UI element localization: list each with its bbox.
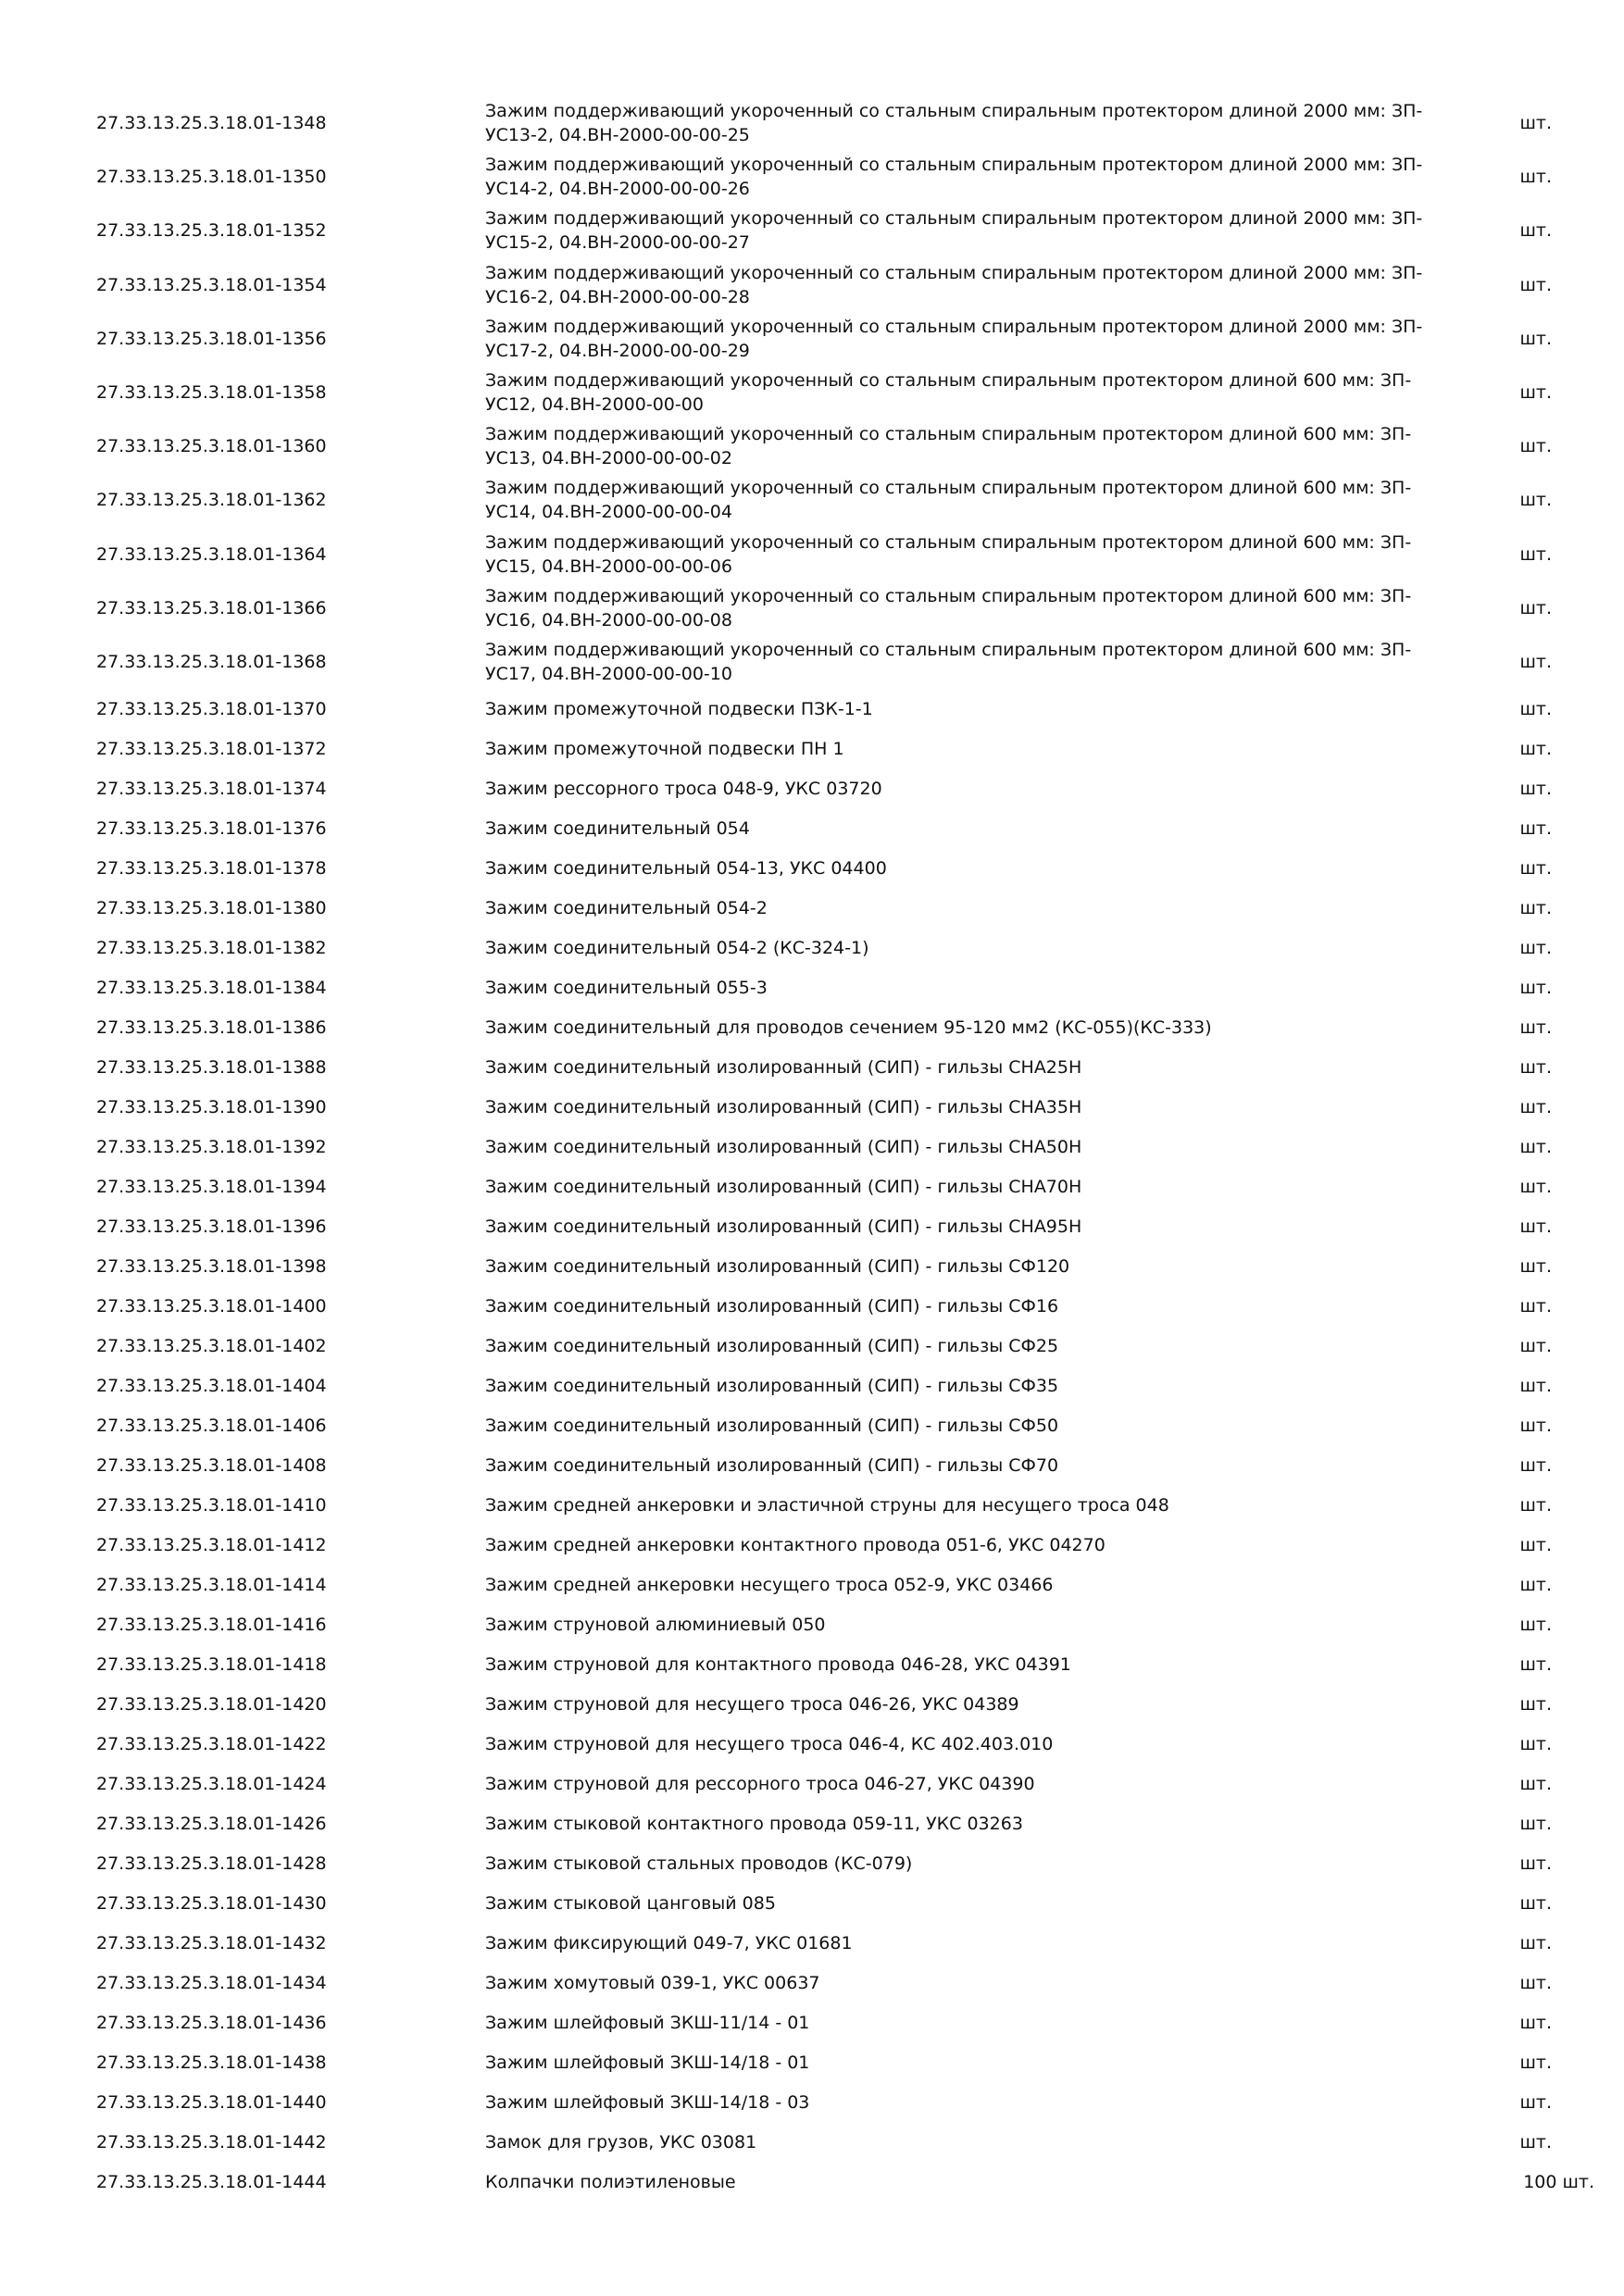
item-name: Зажим струновой алюминиевый 050 — [485, 1614, 826, 1635]
item-name: Зажим поддерживающий укороченный со стальным спиральным протектором длиной 2000 мм: ЗП-УС14-2, 04.ВН-2000-00-00-26 — [485, 155, 1423, 200]
item-code: 27.33.13.25.3.18.01-1432 — [96, 1932, 327, 1953]
table-row — [96, 2082, 1596, 2122]
item-unit: шт. — [1519, 1255, 1552, 1277]
item-code: 27.33.13.25.3.18.01-1404 — [96, 1375, 327, 1396]
item-unit: шт. — [1519, 977, 1552, 998]
table-row — [96, 689, 1596, 729]
item-code: 27.33.13.25.3.18.01-1388 — [96, 1056, 327, 1078]
table-row — [96, 528, 1596, 581]
item-unit: шт. — [1519, 1375, 1552, 1396]
table-row — [96, 1047, 1596, 1087]
item-name: Зажим средней анкеровки несущего троса 052-9, УКС 03466 — [485, 1574, 1054, 1595]
item-name: Зажим соединительный 054-2 — [485, 897, 768, 918]
item-code: 27.33.13.25.3.18.01-1384 — [96, 977, 327, 998]
item-unit: шт. — [1519, 1733, 1552, 1754]
table-row — [96, 1445, 1596, 1485]
table-row — [96, 1007, 1596, 1047]
item-code: 27.33.13.25.3.18.01-1426 — [96, 1813, 327, 1834]
table-row — [96, 2003, 1596, 2042]
table-row — [96, 888, 1596, 928]
item-unit: шт. — [1519, 738, 1552, 759]
table-row — [96, 1485, 1596, 1525]
item-unit: шт. — [1519, 1773, 1552, 1794]
item-code: 27.33.13.25.3.18.01-1400 — [96, 1295, 327, 1316]
item-unit: шт. — [1519, 113, 1552, 134]
item-name: Зажим соединительный изолированный (СИП) - гильзы CHA35H — [485, 1096, 1082, 1117]
item-code: 27.33.13.25.3.18.01-1362 — [96, 490, 327, 511]
item-name: Зажим струновой для несущего троса 046-4, КС 402.403.010 — [485, 1733, 1054, 1754]
item-unit: шт. — [1519, 698, 1552, 719]
item-code: 27.33.13.25.3.18.01-1378 — [96, 857, 327, 879]
table-row — [96, 204, 1596, 257]
item-code: 27.33.13.25.3.18.01-1434 — [96, 1972, 327, 1993]
item-code: 27.33.13.25.3.18.01-1372 — [96, 738, 327, 759]
table-row — [96, 581, 1596, 635]
item-name: Зажим шлейфовый ЗКШ-14/18 - 03 — [485, 2091, 810, 2113]
item-code: 27.33.13.25.3.18.01-1360 — [96, 436, 327, 457]
item-unit: шт. — [1519, 651, 1552, 672]
item-name: Зажим струновой для рессорного троса 046-27, УКС 04390 — [485, 1773, 1035, 1794]
item-unit: шт. — [1519, 1056, 1552, 1078]
table-row — [96, 312, 1596, 366]
item-unit: шт. — [1519, 1494, 1552, 1516]
item-code: 27.33.13.25.3.18.01-1416 — [96, 1614, 327, 1635]
item-unit: шт. — [1519, 1216, 1552, 1237]
item-unit: шт. — [1519, 220, 1552, 242]
item-name: Зажим соединительный 054 — [485, 817, 750, 839]
table-row — [96, 473, 1596, 527]
item-code: 27.33.13.25.3.18.01-1422 — [96, 1733, 327, 1754]
item-name: Зажим шлейфовый ЗКШ-14/18 - 01 — [485, 2052, 810, 2073]
item-code: 27.33.13.25.3.18.01-1348 — [96, 113, 327, 134]
item-name: Зажим поддерживающий укороченный со стальным спиральным протектором длиной 600 мм: ЗП-УС16, 04.ВН-2000-00-00-08 — [485, 585, 1412, 630]
table-row — [96, 1724, 1596, 1764]
item-code: 27.33.13.25.3.18.01-1364 — [96, 543, 327, 565]
table-row — [96, 1087, 1596, 1127]
item-name: Зажим струновой для несущего троса 046-26, УКС 04389 — [485, 1693, 1019, 1715]
item-name: Зажим фиксирующий 049-7, УКС 01681 — [485, 1932, 853, 1953]
table-row — [96, 1604, 1596, 1644]
item-unit: шт. — [1519, 778, 1552, 799]
item-code: 27.33.13.25.3.18.01-1418 — [96, 1653, 327, 1675]
item-unit: шт. — [1519, 1932, 1552, 1953]
item-code: 27.33.13.25.3.18.01-1358 — [96, 382, 327, 404]
item-unit: шт. — [1519, 1693, 1552, 1715]
item-unit: шт. — [1519, 328, 1552, 349]
table-row — [96, 2042, 1596, 2082]
item-name: Зажим промежуточной подвески ПН 1 — [485, 738, 844, 759]
item-unit: шт. — [1519, 1295, 1552, 1316]
item-name: Зажим струновой для контактного провода 046-28, УКС 04391 — [485, 1653, 1071, 1675]
item-code: 27.33.13.25.3.18.01-1442 — [96, 2131, 327, 2152]
table-row — [96, 1206, 1596, 1246]
item-unit: шт. — [1519, 1972, 1552, 1993]
item-unit: шт. — [1519, 1017, 1552, 1038]
item-name: Зажим поддерживающий укороченный со стальным спиральным протектором длиной 600 мм: ЗП-УС17, 04.ВН-2000-00-00-10 — [485, 639, 1412, 684]
item-code: 27.33.13.25.3.18.01-1402 — [96, 1335, 327, 1356]
item-code: 27.33.13.25.3.18.01-1350 — [96, 167, 327, 188]
item-code: 27.33.13.25.3.18.01-1366 — [96, 597, 327, 618]
item-unit: шт. — [1519, 2091, 1552, 2113]
item-code: 27.33.13.25.3.18.01-1408 — [96, 1454, 327, 1476]
item-code: 27.33.13.25.3.18.01-1352 — [96, 220, 327, 242]
item-name: Зажим стыковой стальных проводов (КС-079) — [485, 1853, 913, 1874]
catalog-table — [96, 96, 1596, 2202]
item-name: Зажим поддерживающий укороченный со стальным спиральным протектором длиной 600 мм: ЗП-УС13, 04.ВН-2000-00-00-02 — [485, 424, 1412, 469]
item-unit: шт. — [1519, 1574, 1552, 1595]
item-name: Зажим соединительный изолированный (СИП) - гильзы CHA25H — [485, 1056, 1082, 1078]
item-code: 27.33.13.25.3.18.01-1356 — [96, 328, 327, 349]
item-name: Зажим поддерживающий укороченный со стальным спиральным протектором длиной 2000 мм: ЗП-УС15-2, 04.ВН-2000-00-00-27 — [485, 208, 1423, 254]
item-code: 27.33.13.25.3.18.01-1368 — [96, 651, 327, 672]
table-row — [96, 1923, 1596, 1963]
item-name: Зажим стыковой цанговый 085 — [485, 1892, 776, 1914]
item-name: Зажим соединительный изолированный (СИП) - гильзы CHA95H — [485, 1216, 1082, 1237]
item-unit: шт. — [1519, 1534, 1552, 1555]
table-row — [96, 1525, 1596, 1565]
table-row — [96, 150, 1596, 204]
item-unit: шт. — [1519, 490, 1552, 511]
item-code: 27.33.13.25.3.18.01-1390 — [96, 1096, 327, 1117]
table-row — [96, 1167, 1596, 1206]
table-row — [96, 967, 1596, 1007]
item-name: Зажим шлейфовый ЗКШ-11/14 - 01 — [485, 2012, 810, 2033]
item-name: Зажим соединительный изолированный (СИП) - гильзы СФ16 — [485, 1295, 1059, 1316]
item-code: 27.33.13.25.3.18.01-1386 — [96, 1017, 327, 1038]
item-code: 27.33.13.25.3.18.01-1396 — [96, 1216, 327, 1237]
item-name: Зажим соединительный изолированный (СИП) - гильзы СФ70 — [485, 1454, 1059, 1476]
item-code: 27.33.13.25.3.18.01-1444 — [96, 2171, 327, 2192]
table-row — [96, 1684, 1596, 1724]
table-row — [96, 1326, 1596, 1366]
item-code: 27.33.13.25.3.18.01-1428 — [96, 1853, 327, 1874]
item-name: Зажим соединительный изолированный (СИП) - гильзы CHA70H — [485, 1176, 1082, 1197]
table-row — [96, 768, 1596, 808]
table-row — [96, 729, 1596, 768]
item-name: Зажим соединительный 055-3 — [485, 977, 768, 998]
item-code: 27.33.13.25.3.18.01-1374 — [96, 778, 327, 799]
item-unit: шт. — [1519, 2012, 1552, 2033]
table-row — [96, 1883, 1596, 1923]
item-unit: шт. — [1519, 436, 1552, 457]
item-code: 27.33.13.25.3.18.01-1382 — [96, 937, 327, 958]
table-row — [96, 2122, 1596, 2162]
table-row — [96, 1843, 1596, 1883]
item-code: 27.33.13.25.3.18.01-1398 — [96, 1255, 327, 1277]
item-name: Зажим поддерживающий укороченный со стальным спиральным протектором длиной 2000 мм: ЗП-УС17-2, 04.ВН-2000-00-00-29 — [485, 316, 1423, 361]
table-row — [96, 1286, 1596, 1326]
item-code: 27.33.13.25.3.18.01-1410 — [96, 1494, 327, 1516]
table-row — [96, 1764, 1596, 1803]
table-row — [96, 1644, 1596, 1684]
item-code: 27.33.13.25.3.18.01-1436 — [96, 2012, 327, 2033]
item-unit: шт. — [1519, 543, 1552, 565]
table-row — [96, 1803, 1596, 1843]
item-code: 27.33.13.25.3.18.01-1430 — [96, 1892, 327, 1914]
table-row — [96, 928, 1596, 967]
table-row — [96, 1963, 1596, 2003]
item-unit: шт. — [1519, 1176, 1552, 1197]
item-name: Зажим соединительный изолированный (СИП) - гильзы CHA50H — [485, 1136, 1082, 1157]
item-name: Зажим соединительный изолированный (СИП) - гильзы СФ35 — [485, 1375, 1059, 1396]
item-name: Зажим поддерживающий укороченный со стальным спиральным протектором длиной 2000 мм: ЗП-УС16-2, 04.ВН-2000-00-00-28 — [485, 262, 1423, 307]
item-name: Зажим хомутовый 039-1, УКС 00637 — [485, 1972, 820, 1993]
item-unit: шт. — [1519, 1096, 1552, 1117]
item-unit: шт. — [1519, 897, 1552, 918]
item-unit: шт. — [1519, 1813, 1552, 1834]
item-name: Зажим соединительный изолированный (СИП) - гильзы СФ25 — [485, 1335, 1059, 1356]
item-unit: шт. — [1519, 857, 1552, 879]
item-code: 27.33.13.25.3.18.01-1438 — [96, 2052, 327, 2073]
item-unit: шт. — [1519, 2131, 1552, 2152]
table-row — [96, 1405, 1596, 1445]
item-name: Зажим соединительный для проводов сечением 95-120 мм2 (КС-055)(КС-333) — [485, 1017, 1212, 1038]
item-unit: шт. — [1519, 1653, 1552, 1675]
item-name: Зажим поддерживающий укороченный со стальным спиральным протектором длиной 600 мм: ЗП-УС12, 04.ВН-2000-00-00 — [485, 370, 1412, 416]
item-unit: шт. — [1519, 2052, 1552, 2073]
table-row — [96, 1366, 1596, 1405]
item-unit: шт. — [1519, 1136, 1552, 1157]
item-name: Зажим средней анкеровки и эластичной струны для несущего троса 048 — [485, 1494, 1169, 1516]
item-code: 27.33.13.25.3.18.01-1420 — [96, 1693, 327, 1715]
item-name: Зажим рессорного троса 048-9, УКС 03720 — [485, 778, 882, 799]
table-row — [96, 808, 1596, 848]
table-row — [96, 848, 1596, 888]
item-unit: шт. — [1519, 382, 1552, 404]
item-name: Зажим соединительный изолированный (СИП) - гильзы СФ50 — [485, 1415, 1059, 1436]
table-row — [96, 2162, 1596, 2202]
item-code: 27.33.13.25.3.18.01-1412 — [96, 1534, 327, 1555]
table-row — [96, 1246, 1596, 1286]
item-unit: шт. — [1519, 1415, 1552, 1436]
table-row — [96, 258, 1596, 312]
item-name: Зажим поддерживающий укороченный со стальным спиральным протектором длиной 2000 мм: ЗП-УС13-2, 04.ВН-2000-00-00-25 — [485, 101, 1423, 146]
item-name: Зажим соединительный 054-13, УКС 04400 — [485, 857, 887, 879]
item-unit: шт. — [1519, 1614, 1552, 1635]
item-unit: шт. — [1519, 597, 1552, 618]
item-name: Зажим промежуточной подвески ПЗК-1-1 — [485, 698, 873, 719]
item-name: Зажим поддерживающий укороченный со стальным спиральным протектором длиной 600 мм: ЗП-УС15, 04.ВН-2000-00-00-06 — [485, 531, 1412, 577]
item-name: Зажим стыковой контактного провода 059-11, УКС 03263 — [485, 1813, 1023, 1834]
item-code: 27.33.13.25.3.18.01-1424 — [96, 1773, 327, 1794]
item-unit: шт. — [1519, 1853, 1552, 1874]
item-unit: шт. — [1519, 274, 1552, 295]
item-code: 27.33.13.25.3.18.01-1376 — [96, 817, 327, 839]
item-code: 27.33.13.25.3.18.01-1440 — [96, 2091, 327, 2113]
table-row — [96, 1565, 1596, 1604]
item-unit: 100 шт. — [1523, 2171, 1594, 2192]
item-unit: шт. — [1519, 817, 1552, 839]
item-unit: шт. — [1519, 1335, 1552, 1356]
item-code: 27.33.13.25.3.18.01-1380 — [96, 897, 327, 918]
item-code: 27.33.13.25.3.18.01-1370 — [96, 698, 327, 719]
item-name: Зажим соединительный изолированный (СИП) - гильзы СФ120 — [485, 1255, 1070, 1277]
item-name: Замок для грузов, УКС 03081 — [485, 2131, 757, 2152]
table-row — [96, 635, 1596, 689]
table-row — [96, 1127, 1596, 1167]
table-row — [96, 96, 1596, 150]
item-code: 27.33.13.25.3.18.01-1414 — [96, 1574, 327, 1595]
item-code: 27.33.13.25.3.18.01-1354 — [96, 274, 327, 295]
table-row — [96, 366, 1596, 419]
item-code: 27.33.13.25.3.18.01-1406 — [96, 1415, 327, 1436]
item-name: Зажим соединительный 054-2 (КС-324-1) — [485, 937, 869, 958]
item-unit: шт. — [1519, 167, 1552, 188]
item-code: 27.33.13.25.3.18.01-1392 — [96, 1136, 327, 1157]
item-unit: шт. — [1519, 1454, 1552, 1476]
item-code: 27.33.13.25.3.18.01-1394 — [96, 1176, 327, 1197]
item-name: Колпачки полиэтиленовые — [485, 2171, 736, 2192]
item-name: Зажим средней анкеровки контактного провода 051-6, УКС 04270 — [485, 1534, 1106, 1555]
item-name: Зажим поддерживающий укороченный со стальным спиральным протектором длиной 600 мм: ЗП-УС14, 04.ВН-2000-00-00-04 — [485, 478, 1412, 523]
table-row — [96, 419, 1596, 473]
item-unit: шт. — [1519, 1892, 1552, 1914]
item-unit: шт. — [1519, 937, 1552, 958]
